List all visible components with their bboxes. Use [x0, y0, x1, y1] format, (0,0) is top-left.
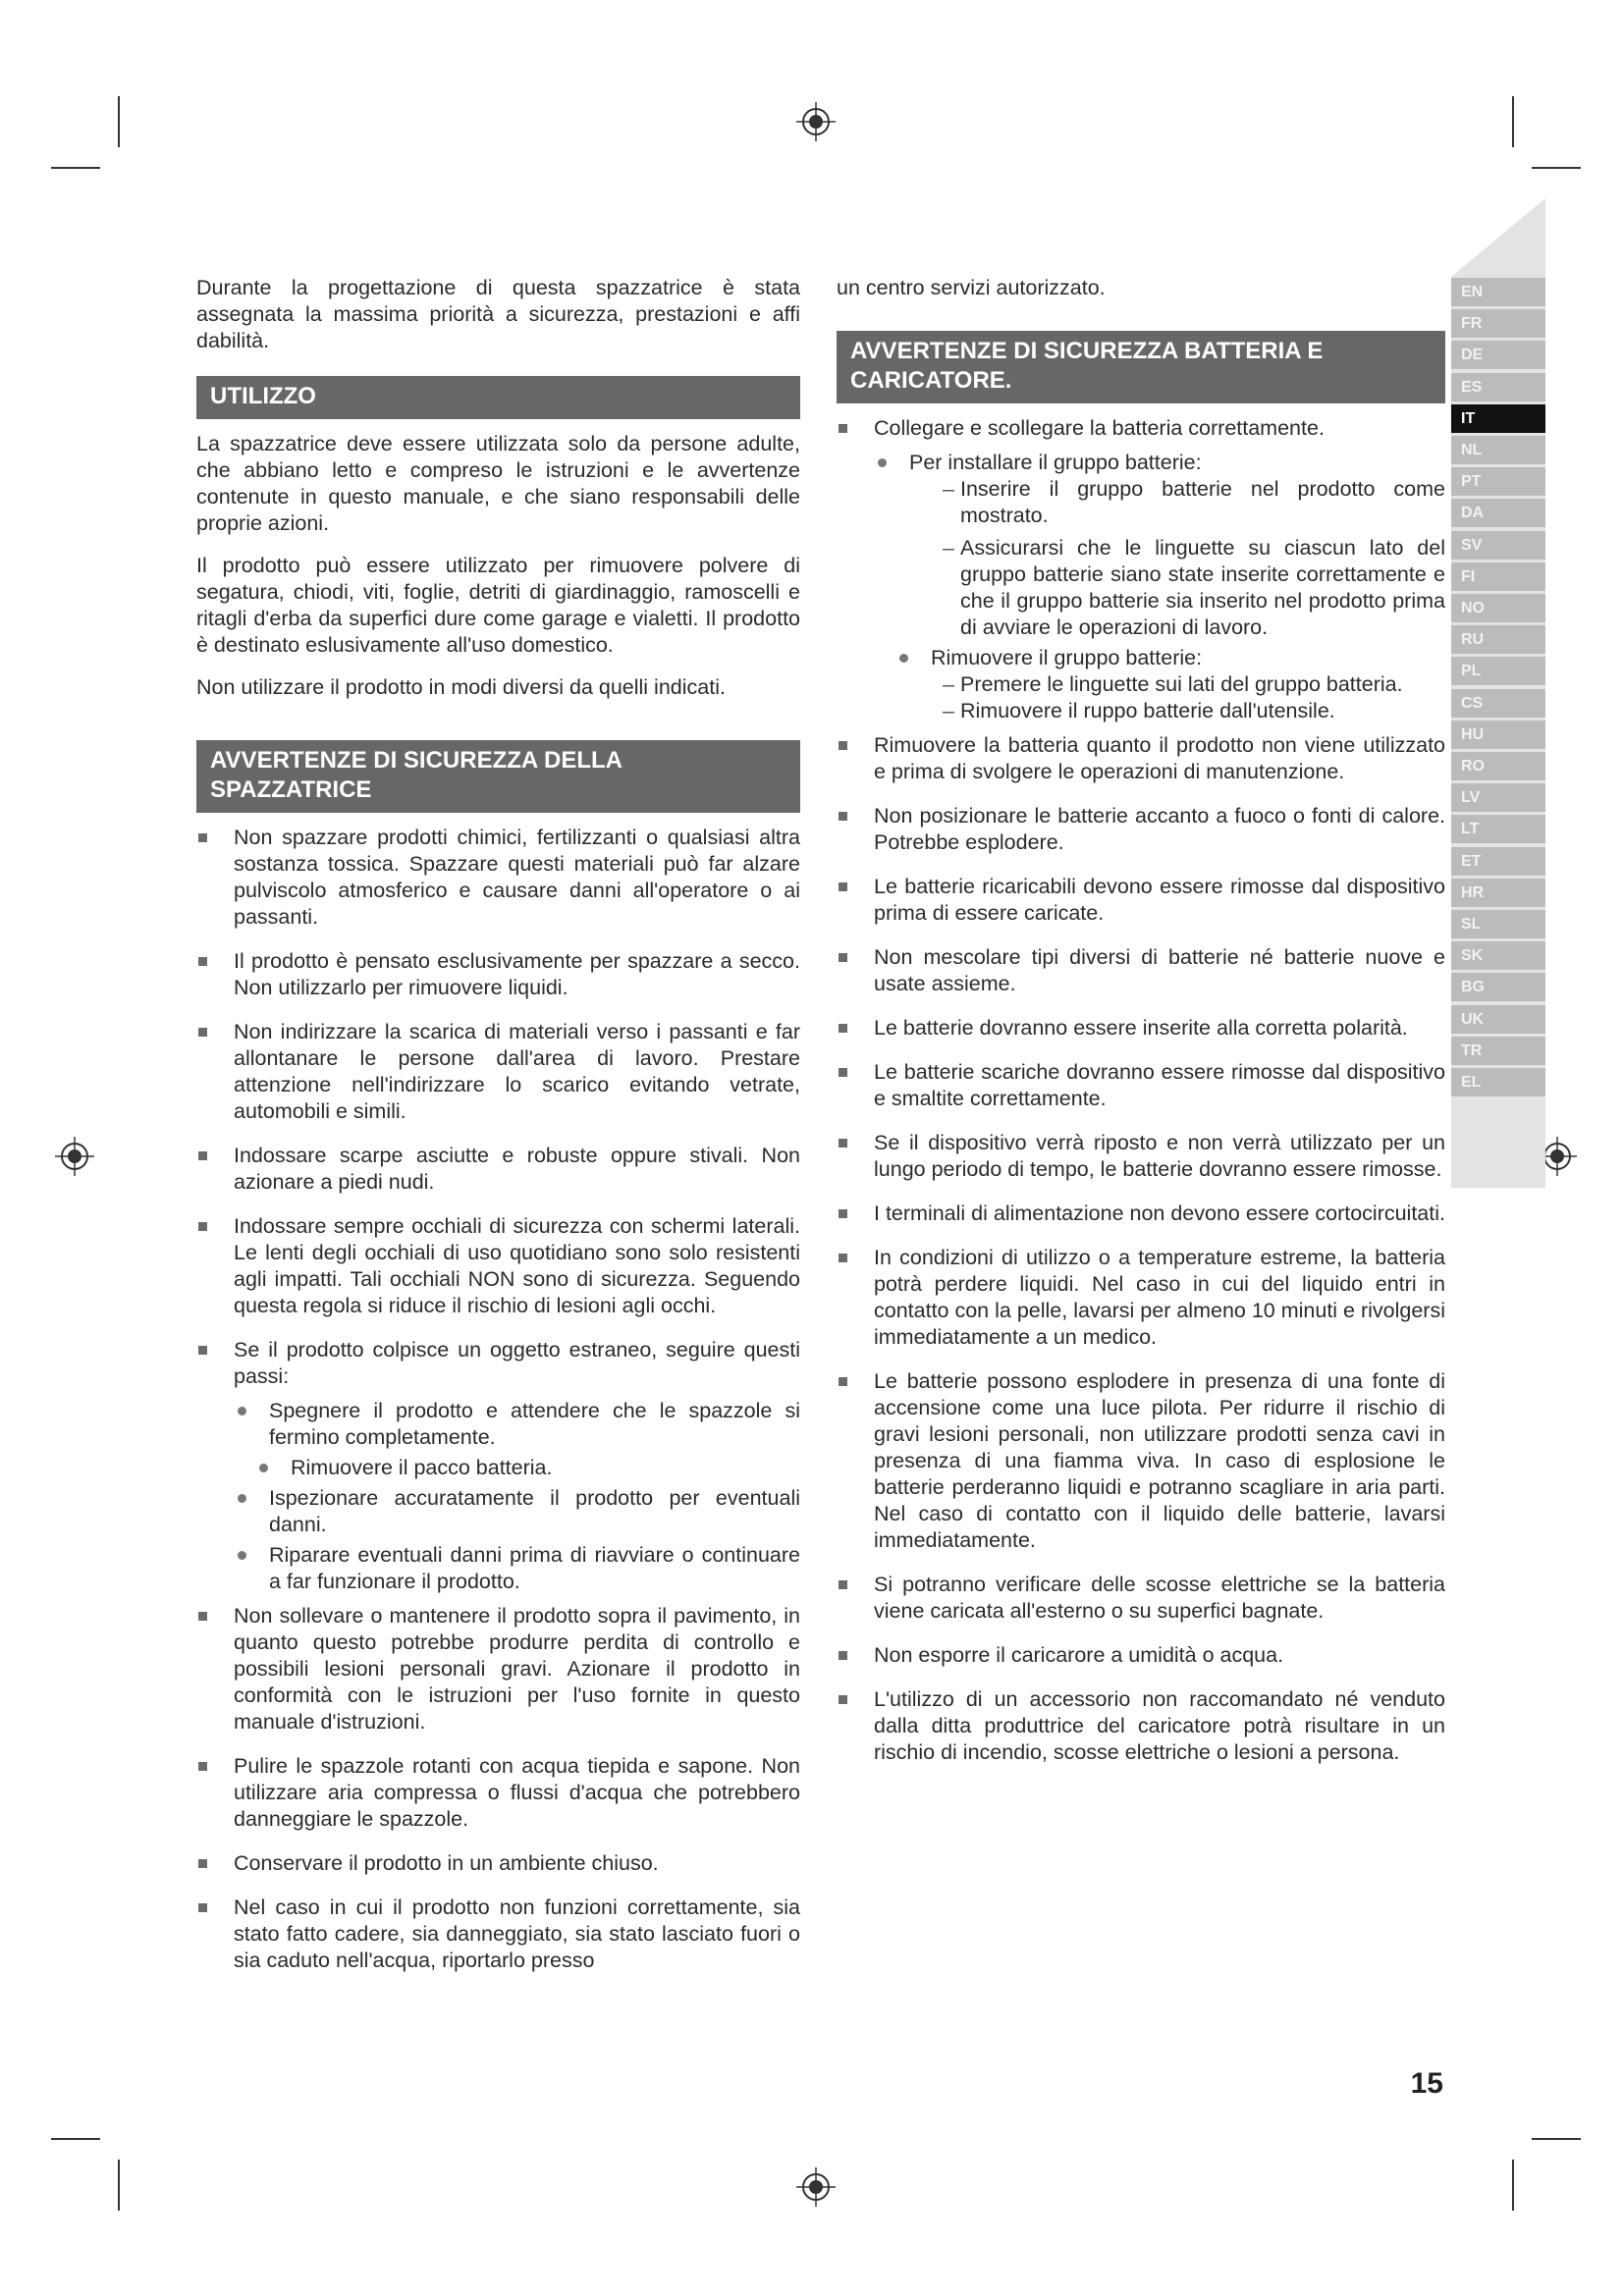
square-bullet-icon: [198, 1151, 207, 1160]
language-tab-hu[interactable]: HU: [1451, 721, 1545, 749]
square-bullet-icon: [839, 953, 847, 962]
square-bullet-icon: [198, 1222, 207, 1231]
dash-bullet-icon: –: [943, 477, 954, 501]
language-tab-tr[interactable]: TR: [1451, 1037, 1545, 1065]
square-bullet-icon: [839, 1377, 847, 1386]
square-bullet-icon: [839, 1139, 847, 1148]
list-item: Non sollevare o mantenere il prodotto sopra il pavimento, in quanto questo potrebbe produrre perdita di controllo e possibili lesioni personali gravi. Azionare il prodotto in conformità con le istruzioni per l'uso fornite in questo manuale d'istruzioni.: [196, 1603, 800, 1735]
list-item: Non mescolare tipi diversi di batterie né batterie nuove e usate assieme.: [837, 944, 1445, 997]
language-tab-pl[interactable]: PL: [1451, 657, 1545, 685]
dash-bullet-icon: –: [943, 536, 954, 560]
list-item: Le batterie possono esplodere in presenza di una fonte di accensione come una luce pilota. Per ridurre il rischio di gravi lesioni personali, non utilizzare prodotti senza cavi in presenza di una fiamma viva. In caso di esplosione le batterie perderanno liquidi e potranno scagliare in aria parti. Nel caso di contatto con il liquido delle batterie, lavarsi immediatamente.: [837, 1368, 1445, 1554]
language-tab-sk[interactable]: SK: [1451, 941, 1545, 970]
list-item: Indossare sempre occhiali di sicurezza con schermi laterali. Le lenti degli occhiali di uso quotidiano sono solo resistenti agli impatti. Tali occhiali NON sono di sicurezza. Seguendo questa regola si riduce il rischio di lesioni agli occhi.: [196, 1213, 800, 1319]
remove-step: – Premere le linguette sui lati del gruppo batteria.: [943, 672, 1403, 696]
language-tab-es[interactable]: ES: [1451, 373, 1545, 401]
square-bullet-icon: [198, 833, 207, 842]
square-bullet-icon: [839, 812, 847, 821]
list-item: Collegare e scollegare la batteria correttamente. Per installare il gruppo batterie: – Inserire il gruppo batterie nel prodotto come mostrato. – Assicurarsi che le linguette su ciascun lato del gruppo batterie siano state inserite correttamente e che il gruppo batterie sia inserito nel prodotto prima di avviare le operazioni di lavoro. Rimuovere il gruppo batterie: – Premere le linguette sui lati del gruppo batteria. – Rimuovere il ruppo batterie dall'utensile.: [837, 415, 1445, 724]
install-step: – Inserire il gruppo batterie nel prodotto come mostrato.: [943, 477, 1445, 527]
square-bullet-icon: [839, 1068, 847, 1077]
list-item: Non spazzare prodotti chimici, fertilizzanti o qualsiasi altra sostanza tossica. Spazzare questi materiali può far alzare pulviscolo atmosferico e causare danni all'operatore o ai passanti.: [196, 825, 800, 931]
list-item: Rimuovere il gruppo batterie: – Premere le linguette sui lati del gruppo batteria. – Rimuovere il ruppo batterie dall'utensile.: [874, 645, 1445, 724]
registration-target-icon: [55, 1137, 94, 1176]
language-tab-strip: [1451, 196, 1545, 1188]
round-bullet-icon: [238, 1407, 246, 1415]
square-bullet-icon: [198, 957, 207, 966]
square-bullet-icon: [839, 1695, 847, 1704]
crop-mark: [1532, 2138, 1581, 2140]
registration-target-icon: [796, 102, 836, 141]
dash-bullet-icon: –: [943, 672, 954, 696]
battery-safety-header: AVVERTENZE DI SICUREZZA BATTERIA E CARICATORE.: [837, 331, 1445, 403]
language-tab-el[interactable]: EL: [1451, 1068, 1545, 1096]
crop-mark: [51, 2138, 100, 2140]
utilizzo-paragraph: La spazzatrice deve essere utilizzata solo da persone adulte, che abbiano letto e compreso le istruzioni e le avvertenze contenute in questo manuale, e che siano responsabili delle proprie azioni.: [196, 432, 800, 535]
list-item: Se il dispositivo verrà riposto e non verrà utilizzato per un lungo periodo di tempo, le batterie dovranno essere rimosse.: [837, 1130, 1445, 1183]
square-bullet-icon: [839, 1580, 847, 1589]
language-tab-ro[interactable]: RO: [1451, 752, 1545, 780]
language-tab-lv[interactable]: LV: [1451, 783, 1545, 812]
language-tab-uk[interactable]: UK: [1451, 1005, 1545, 1034]
list-item: Le batterie ricaricabili devono essere rimosse dal dispositivo prima di essere caricate.: [837, 874, 1445, 927]
list-item: I terminali di alimentazione non devono essere cortocircuitati.: [837, 1201, 1445, 1227]
square-bullet-icon: [839, 1651, 847, 1660]
language-tab-cs[interactable]: CS: [1451, 689, 1545, 718]
list-item: Non indirizzare la scarica di materiali verso i passanti e far allontanare le persone dall'area di lavoro. Prestare attenzione nell'indirizzare lo scarico evitando vetrate, automobili e simili.: [196, 1019, 800, 1125]
language-tab-fr[interactable]: FR: [1451, 309, 1545, 338]
list-item: In condizioni di utilizzo o a temperature estreme, la batteria potrà perdere liquidi. Nel caso in cui del liquido entri in contatto con la pelle, lavarsi per almeno 10 minuti e rivolgersi immediatamente a un medico.: [837, 1245, 1445, 1351]
square-bullet-icon: [198, 1028, 207, 1037]
language-tab-sl[interactable]: SL: [1451, 910, 1545, 938]
crop-mark: [118, 2160, 120, 2211]
list-item: Per installare il gruppo batterie: – Inserire il gruppo batterie nel prodotto come mostrato. – Assicurarsi che le linguette su ciascun lato del gruppo batterie siano state inserite correttamente e che il gruppo batterie sia inserito nel prodotto prima di avviare le operazioni di lavoro.: [874, 450, 1445, 641]
install-step: – Assicurarsi che le linguette su ciascun lato del gruppo batterie siano state inserite correttamente e che il gruppo batterie sia inserito nel prodotto prima di avviare le operazioni di lavoro.: [943, 536, 1445, 639]
language-tab-et[interactable]: ET: [1451, 847, 1545, 876]
list-item: Si potranno verificare delle scosse elettriche se la batteria viene caricata all'esterno o su superfici bagnate.: [837, 1572, 1445, 1625]
crop-mark: [1532, 167, 1581, 169]
list-item: Ispezionare accuratamente il prodotto per eventuali danni.: [234, 1485, 800, 1538]
round-bullet-icon: [238, 1551, 246, 1560]
square-bullet-icon: [839, 741, 847, 750]
list-item: Le batterie dovranno essere inserite alla corretta polarità.: [837, 1015, 1445, 1041]
utilizzo-paragraph: Il prodotto può essere utilizzato per rimuovere polvere di segatura, chiodi, viti, foglie, detriti di giardinaggio, ramoscelli e ritagli d'erba da superfici dure come garage e vialetti. Il prodotto è destinato eslusivamente all'uso domestico.: [196, 554, 800, 657]
list-item: L'utilizzo di un accessorio non raccomandato né venduto dalla ditta produttrice del caricatore potrà risultare in un rischio di incendio, scosse elettriche o lesioni a persona.: [837, 1686, 1445, 1766]
crop-mark: [1512, 96, 1514, 147]
language-tab-it[interactable]: IT: [1451, 404, 1545, 433]
registration-target-icon: [796, 2167, 836, 2207]
round-bullet-icon: [238, 1494, 246, 1503]
list-item: Spegnere il prodotto e attendere che le spazzole si fermino completamente.: [234, 1398, 800, 1451]
square-bullet-icon: [198, 1903, 207, 1912]
left-column: [196, 275, 800, 1992]
language-tab-sv[interactable]: SV: [1451, 531, 1545, 560]
intro-paragraph: Durante la progettazione di questa spazzatrice è stata assegnata la massima priorità a sicurezza, prestazioni e affi dabilità.: [196, 276, 800, 352]
list-item: Riparare eventuali danni prima di riavviare o continuare a far funzionare il prodotto.: [234, 1542, 800, 1595]
sweeper-safety-list: [196, 825, 800, 1974]
round-bullet-icon: [259, 1464, 268, 1472]
crop-mark: [1512, 2160, 1514, 2211]
language-tab-nl[interactable]: NL: [1451, 436, 1545, 464]
right-column: [837, 275, 1445, 1784]
list-item: Le batterie scariche dovranno essere rimosse dal dispositivo e smaltite correttamente.: [837, 1059, 1445, 1112]
list-item: Rimuovere la batteria quanto il prodotto non viene utilizzato e prima di svolgere le operazioni di manutenzione.: [837, 732, 1445, 785]
list-item: Rimuovere il pacco batteria.: [234, 1455, 800, 1481]
list-item: Pulire le spazzole rotanti con acqua tiepida e sapone. Non utilizzare aria compressa o flussi d'acqua che potrebbero danneggiare le spazzole.: [196, 1753, 800, 1833]
language-tab-da[interactable]: DA: [1451, 499, 1545, 527]
list-item: Non esporre il caricarore a umidità o acqua.: [837, 1642, 1445, 1669]
square-bullet-icon: [198, 1859, 207, 1868]
round-bullet-icon: [899, 654, 908, 663]
round-bullet-icon: [878, 458, 887, 467]
foreign-object-steps: [234, 1398, 800, 1595]
continuation-text: un centro servizi autorizzato.: [837, 276, 1106, 299]
battery-safety-list: [837, 415, 1445, 1766]
language-tab-de[interactable]: DE: [1451, 341, 1545, 369]
square-bullet-icon: [839, 1254, 847, 1262]
language-tab-pt[interactable]: PT: [1451, 467, 1545, 496]
crop-mark: [51, 167, 100, 169]
square-bullet-icon: [198, 1346, 207, 1355]
square-bullet-icon: [198, 1612, 207, 1621]
language-tab-ru[interactable]: RU: [1451, 625, 1545, 654]
remove-step: – Rimuovere il ruppo batterie dall'utensile.: [943, 699, 1335, 722]
language-tab-en[interactable]: EN: [1451, 278, 1545, 306]
square-bullet-icon: [198, 1762, 207, 1771]
square-bullet-icon: [839, 1024, 847, 1033]
list-item: Il prodotto è pensato esclusivamente per spazzare a secco. Non utilizzarlo per rimuovere liquidi.: [196, 948, 800, 1001]
square-bullet-icon: [839, 424, 847, 433]
square-bullet-icon: [839, 882, 847, 891]
list-item: Indossare scarpe asciutte e robuste oppure stivali. Non azionare a piedi nudi.: [196, 1143, 800, 1196]
language-tab-fi[interactable]: FI: [1451, 562, 1545, 591]
list-item: Non posizionare le batterie accanto a fuoco o fonti di calore. Potrebbe esplodere.: [837, 803, 1445, 856]
language-tab-no[interactable]: NO: [1451, 594, 1545, 622]
utilizzo-header: UTILIZZO: [196, 376, 800, 419]
list-item: Se il prodotto colpisce un oggetto estraneo, seguire questi passi: Spegnere il prodotto e attendere che le spazzole si fermino completamente. Rimuovere il pacco batteria. Ispezionare accuratamente il prodotto per eventuali danni. Riparare eventuali danni prima di riavviare o continuare a far funzionare il prodotto.: [196, 1337, 800, 1595]
list-item: Conservare il prodotto in un ambiente chiuso.: [196, 1850, 800, 1877]
list-item: Nel caso in cui il prodotto non funzioni correttamente, sia stato fatto cadere, sia danneggiato, sia stato lasciato fuori o sia caduto nell'acqua, riportarlo presso: [196, 1895, 800, 1974]
battery-install-list: [874, 450, 1445, 724]
utilizzo-paragraph: Non utilizzare il prodotto in modi diversi da quelli indicati.: [196, 675, 726, 699]
language-tab-bg[interactable]: BG: [1451, 973, 1545, 1001]
crop-mark: [118, 96, 120, 147]
dash-bullet-icon: –: [943, 699, 954, 722]
language-tab-hr[interactable]: HR: [1451, 879, 1545, 907]
language-tab-lt[interactable]: LT: [1451, 815, 1545, 843]
square-bullet-icon: [839, 1209, 847, 1218]
sweeper-safety-header: AVVERTENZE DI SICUREZZA DELLA SPAZZATRICE: [196, 740, 800, 813]
page-number: 15: [1410, 2067, 1443, 2100]
